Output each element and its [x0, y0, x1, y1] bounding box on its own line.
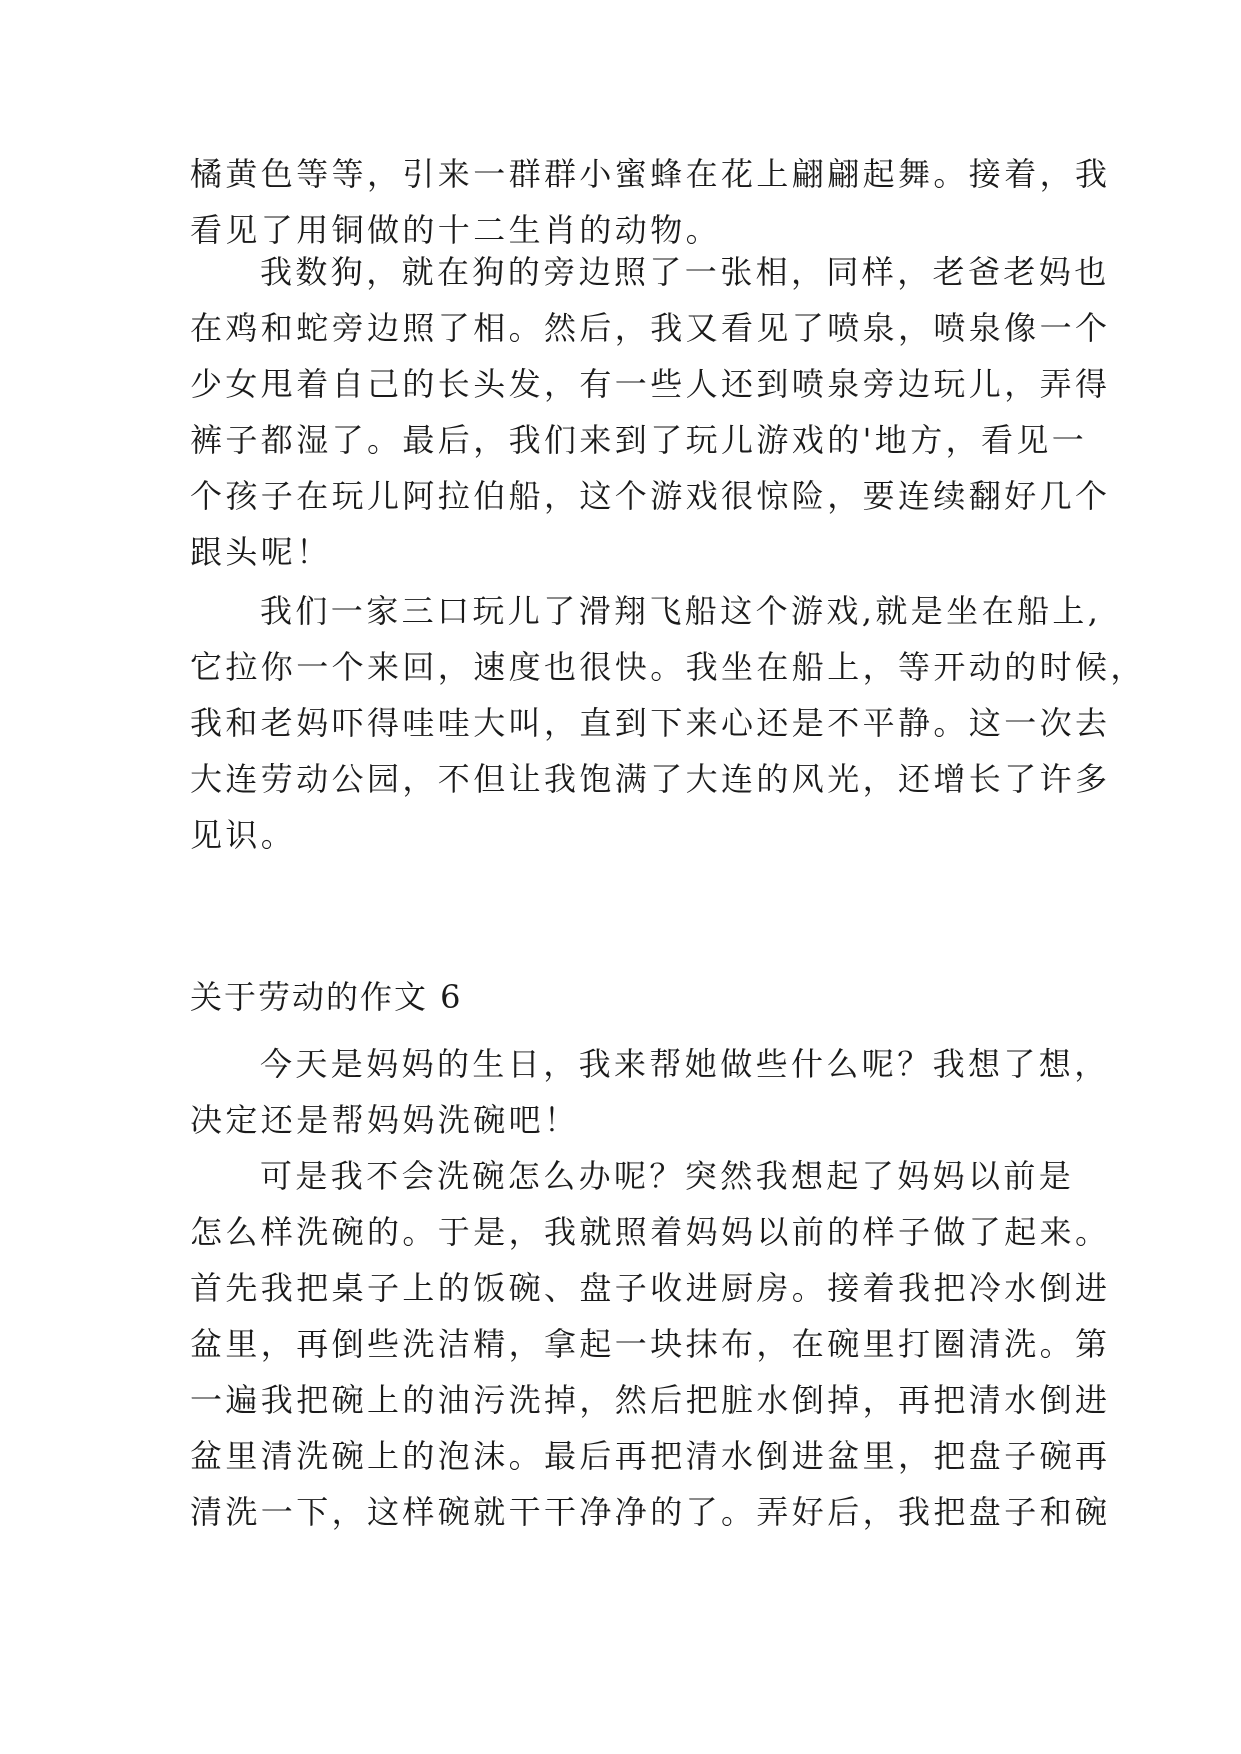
- text-line: 盆里，再倒些洗洁精，拿起一块抹布，在碗里打圈清洗。第: [190, 1325, 1111, 1363]
- text-line: 见识。: [190, 816, 297, 854]
- paragraph-continued: [190, 146, 1111, 258]
- text-line: 大连劳动公园，不但让我饱满了大连的风光，还增长了许多: [190, 760, 1111, 798]
- text-line: 跟头呢！: [190, 533, 332, 571]
- text-line: 看见了用铜做的十二生肖的动物。: [190, 211, 722, 249]
- text-line: 我们一家三口玩儿了滑翔飞船这个游戏,就是坐在船上,: [260, 592, 1102, 630]
- paragraph-dog-photo: [190, 244, 1111, 580]
- text-line: 它拉你一个来回，速度也很快。我坐在船上，等开动的时候，: [190, 648, 1146, 686]
- text-line: 我和老妈吓得哇哇大叫，直到下来心还是不平静。这一次去: [190, 704, 1111, 742]
- section-heading: 关于劳动的作文 6: [190, 978, 463, 1016]
- text-line: 盆里清洗碗上的泡沫。最后再把清水倒进盆里，把盘子碗再: [190, 1437, 1111, 1475]
- text-line: 裤子都湿了。最后，我们来到了玩儿游戏的'地方，看见一: [190, 421, 1088, 459]
- text-line: 清洗一下，这样碗就干干净净的了。弄好后，我把盘子和碗: [190, 1493, 1111, 1531]
- text-line: 我数狗，就在狗的旁边照了一张相，同样，老爸老妈也: [260, 253, 1110, 291]
- text-line: 一遍我把碗上的油污洗掉，然后把脏水倒掉，再把清水倒进: [190, 1381, 1111, 1419]
- text-line: 首先我把桌子上的饭碗、盘子收进厨房。接着我把冷水倒进: [190, 1269, 1111, 1307]
- text-line: 今天是妈妈的生日，我来帮她做些什么呢？我想了想，: [260, 1045, 1110, 1083]
- text-line: 个孩子在玩儿阿拉伯船，这个游戏很惊险，要连续翻好几个: [190, 477, 1111, 515]
- text-line: 橘黄色等等，引来一群群小蜜蜂在花上翩翩起舞。接着，我: [190, 155, 1111, 193]
- text-line: 怎么样洗碗的。于是，我就照着妈妈以前的样子做了起来。: [190, 1213, 1111, 1251]
- text-line: 可是我不会洗碗怎么办呢？突然我想起了妈妈以前是: [260, 1157, 1075, 1195]
- text-line: 少女甩着自己的长头发，有一些人还到喷泉旁边玩儿，弄得: [190, 365, 1111, 403]
- text-line: 在鸡和蛇旁边照了相。然后，我又看见了喷泉，喷泉像一个: [190, 309, 1111, 347]
- paragraph-gliding-ship: [190, 583, 1146, 863]
- text-line: 决定还是帮妈妈洗碗吧！: [190, 1101, 580, 1139]
- paragraph-washing-dishes: [190, 1148, 1111, 1540]
- paragraph-birthday: [190, 1036, 1110, 1148]
